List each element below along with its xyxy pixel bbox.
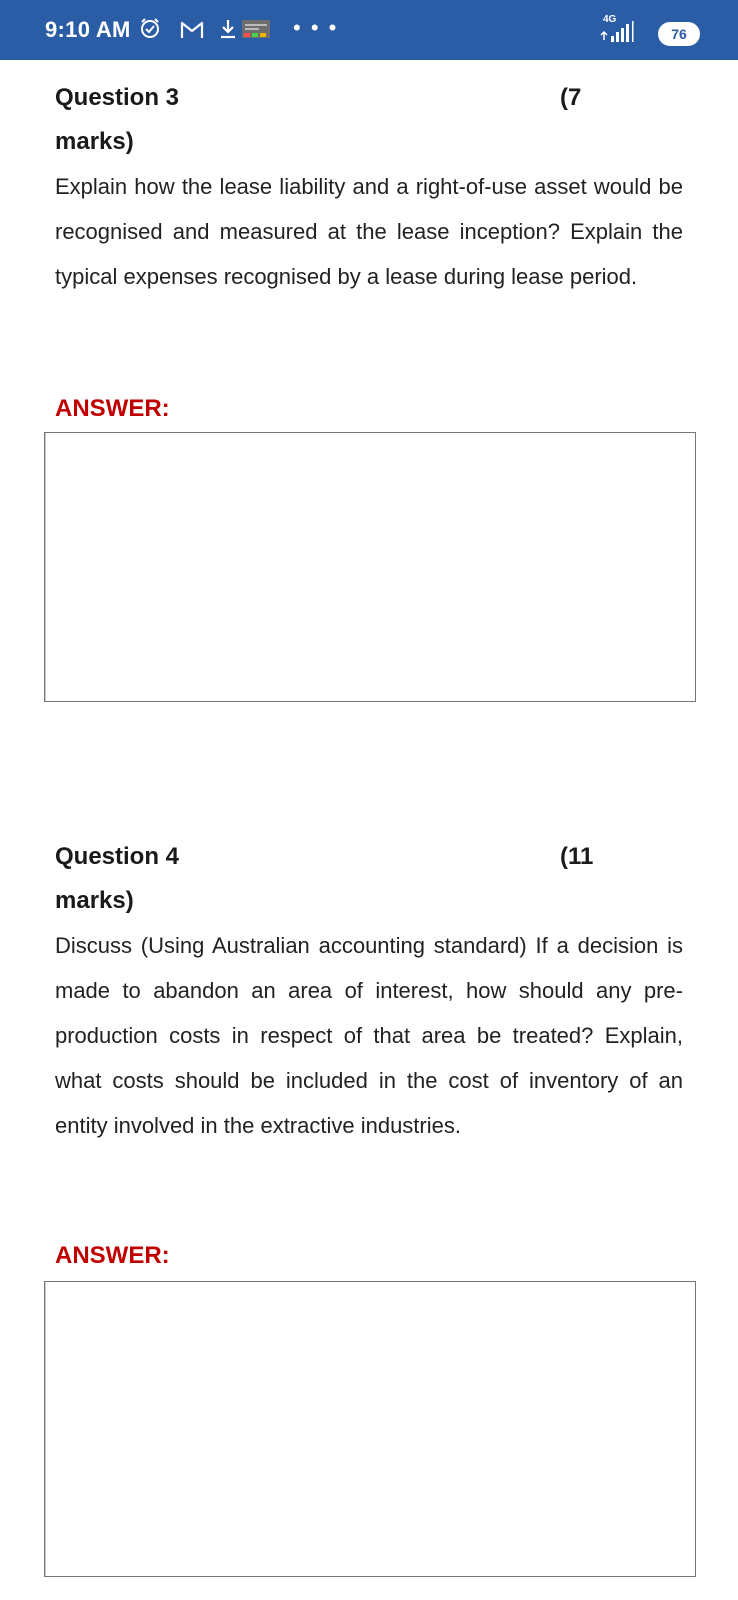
question-4-heading: Question 4 <box>55 843 180 870</box>
question-3-answer-label: ANSWER: <box>55 395 170 422</box>
answer-box-inner-line <box>45 1282 46 1576</box>
question-3-heading: Question 3 <box>55 84 180 111</box>
download-icon <box>218 18 238 40</box>
answer-box-inner-line <box>45 433 46 701</box>
question-4-answer-box[interactable] <box>44 1281 696 1577</box>
alarm-icon <box>139 17 161 39</box>
question-3-answer-box[interactable] <box>44 432 696 702</box>
question-4-marks-open: (11 <box>560 843 594 870</box>
more-notifications-icon: • • • <box>293 15 339 40</box>
thumbnail-icon <box>242 20 270 38</box>
battery-indicator: 76 <box>658 22 700 46</box>
signal-icon <box>598 18 638 44</box>
status-bar <box>0 0 738 60</box>
question-3-marks-close: marks) <box>55 128 134 155</box>
question-3-body: Explain how the lease liability and a right-of-use asset would be recognised and measured at the lease inception? Explain the typical expenses recognised by a lease during lease period. <box>55 174 683 289</box>
question-4-body: Discuss (Using Australian accounting standard) If a decision is made to abandon an area of interest, how should any pre-production costs in respect of that area be treated? Explain, what costs should be included in the cost of inventory of an entity involved in the extractive industries. <box>55 933 683 1138</box>
network-type: 4G <box>603 14 617 25</box>
question-4-marks-close: marks) <box>55 887 134 914</box>
clock: 9:10 AM <box>45 17 131 42</box>
gmail-icon <box>180 20 204 40</box>
question-4-answer-label: ANSWER: <box>55 1242 170 1269</box>
question-3-marks-open: (7 <box>560 84 582 111</box>
